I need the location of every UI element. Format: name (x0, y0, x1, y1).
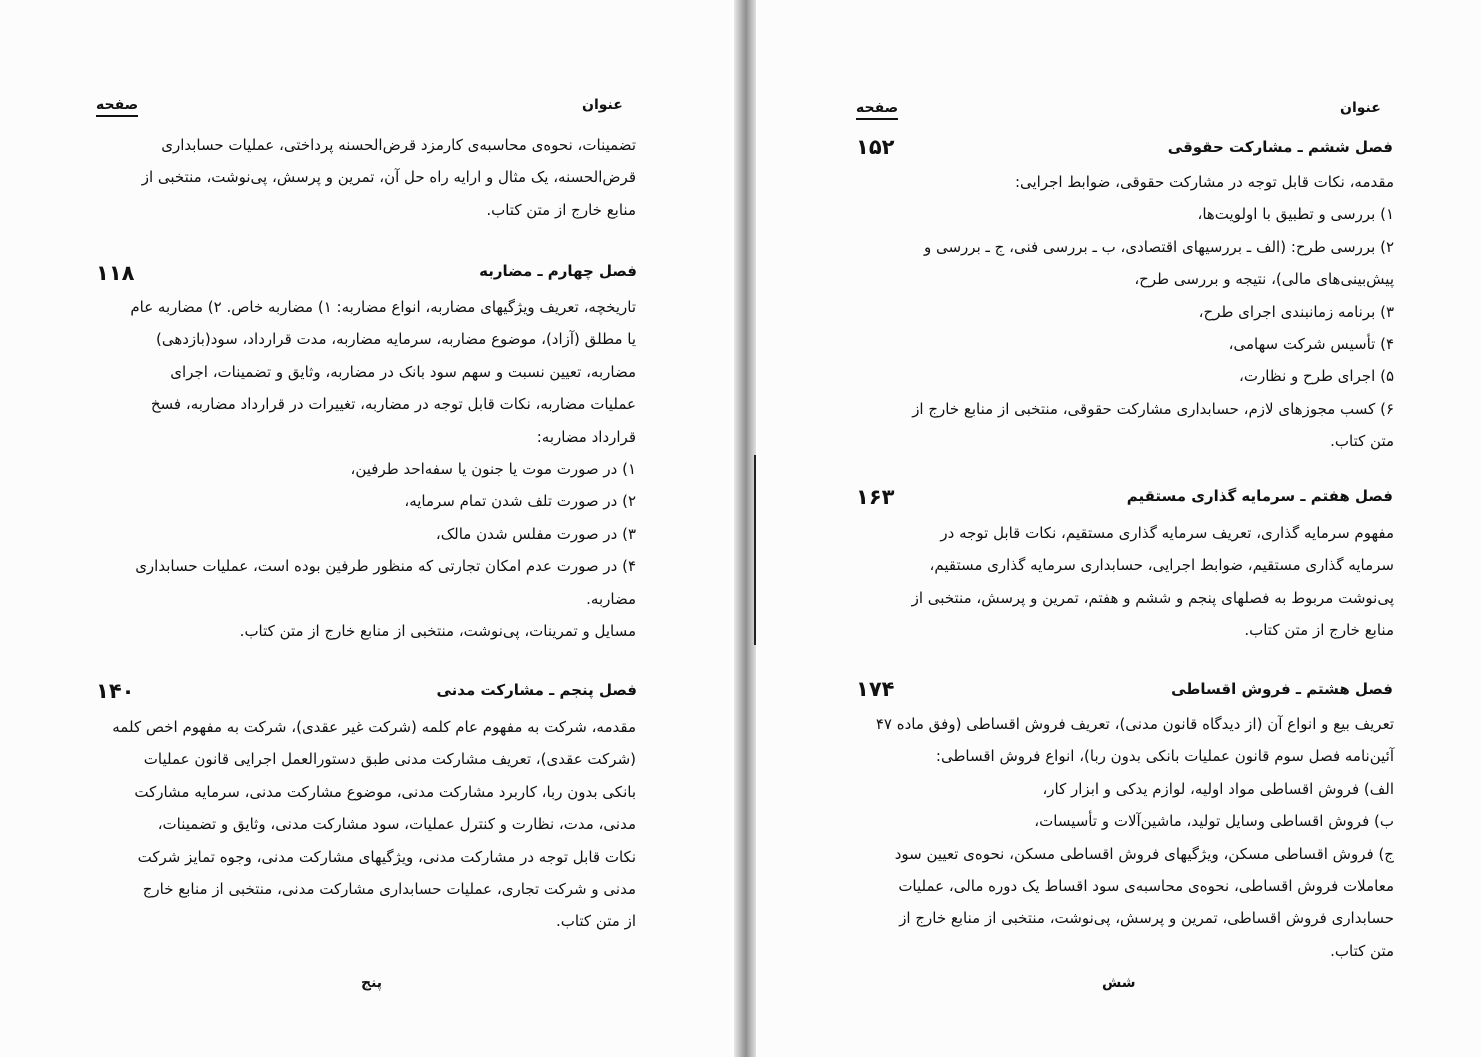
text-line: متن کتاب. (1330, 941, 1394, 960)
text-line: مسایل و تمرینات، پی‌نوشت، منتخبی از منابع خارج از متن کتاب. (239, 621, 636, 640)
text-line: حسابداری فروش اقساطی، تمرین و پرسش، پی‌نوشت، منتخبی از منابع خارج از (899, 909, 1394, 928)
chapter-5-description (112, 711, 636, 938)
text-line: ۱) بررسی و تطبیق با اولویت‌ها، (1197, 205, 1394, 224)
text-line: ۶) کسب مجوزهای لازم، حسابداری مشارکت حقوقی، منتخبی از منابع خارج از (912, 399, 1394, 418)
chapter-8-page: ۱۷۴ (856, 677, 895, 701)
left-page-number: پنج (361, 975, 383, 991)
text-line: ۳) برنامه زمانبندی اجرای طرح، (1198, 302, 1394, 321)
chapter-5-page: ۱۴۰ (96, 679, 135, 703)
text-line: متن کتاب. (1330, 432, 1394, 451)
chapter-6-page: ۱۵۲ (856, 135, 895, 159)
text-line: قرارداد مضاربه: (536, 427, 636, 446)
left-header-page: صفحه (96, 97, 138, 117)
text-line: الف) فروش اقساطی مواد اولیه، لوازم یدکی و ابزار کار، (1042, 779, 1394, 798)
text-line: مقدمه، شرکت به مفهوم عام کلمه (شرکت غیر عقدی)، شرکت به مفهوم اخص کلمه (112, 718, 636, 736)
chapter-4-title: فصل چهارم ـ مضاربه (479, 262, 637, 280)
text-line: از متن کتاب. (555, 912, 636, 931)
text-line: ۳) در صورت مفلس شدن مالک، (435, 524, 636, 543)
chapter-4-description (130, 291, 636, 647)
text-line: مقدمه، نکات قابل توجه در مشارکت حقوقی، ضوابط اجرایی: (1014, 173, 1394, 191)
text-line: نکات قابل توجه در مشارکت مدنی، ویژگیهای مشارکت مدنی، وجوه تمایز شرکت (137, 847, 636, 866)
text-line: ج) فروش اقساطی مسکن، ویژگیهای فروش اقساطی مسکن، نحوه‌ی تعیین سود (894, 844, 1394, 863)
text-line: تاریخچه، تعریف ویژگیهای مضاربه، انواع مضاربه: ۱) مضاربه خاص. ۲) مضاربه عام (130, 298, 636, 316)
text-line: معاملات فروش اقساطی، نحوه‌ی محاسبه‌ی سود اقساط یک دوره مالی، عملیات (898, 876, 1394, 895)
right-header-page: صفحه (856, 100, 898, 120)
text-line: مدنی و شرکت تجاری، عملیات حسابداری مشارکت مدنی، منتخبی از منابع خارج (142, 879, 636, 898)
chapter-7-title: فصل هفتم ـ سرمایه گذاری مستقیم (1126, 487, 1393, 505)
text-line: مدنی، مدت، نظارت و کنترل عملیات، سود مشارکت مدنی، وثایق و تضمینات، (157, 815, 636, 834)
chapter-6-title: فصل ششم ـ مشارکت حقوقی (1167, 138, 1393, 156)
chapter-8-description (875, 708, 1394, 967)
right-page-number: شش (1102, 975, 1136, 991)
text-line: یا مطلق (آزاد)، موضوع مضاربه، سرمایه مضاربه، مدت قرارداد، سود(بازدهی) (155, 330, 636, 349)
left-header-title: عنوان (582, 97, 623, 113)
text-line: ۲) بررسی طرح: (الف ـ بررسیهای اقتصادی، ب ـ بررسی فنی، ج ـ بررسی و (923, 237, 1394, 256)
text-line: (شرکت عقدی)، تعریف مشارکت مدنی طبق دستورالعمل اجرایی قانون عملیات (143, 750, 636, 769)
text-line: پی‌نوشت مربوط به فصلهای پنجم و ششم و هفتم، تمرین و پرسش، منتخبی از (911, 588, 1394, 607)
text-line: مضاربه. (586, 589, 636, 608)
chapter-4-page: ۱۱۸ (96, 261, 135, 285)
text-line: منابع خارج از متن کتاب. (486, 200, 636, 219)
text-line: ب) فروش اقساطی وسایل تولید، ماشین‌آلات و تأسیسات، (1034, 812, 1394, 831)
text-line: پیش‌بینی‌های مالی)، نتیجه و بررسی طرح، (1134, 270, 1394, 289)
text-line: ۱) در صورت موت یا جنون یا سفه‌احد طرفین، (350, 459, 636, 478)
left-page (0, 0, 736, 1057)
chapter-8-title: فصل هشتم ـ فروش اقساطی (1171, 680, 1393, 698)
text-line: عملیات مضاربه، نکات قابل توجه در مضاربه، تغییرات در قرارداد مضاربه، فسخ (150, 395, 636, 414)
text-line: ۴) در صورت عدم امکان تجارتی که منظور طرفین بوده است، عملیات حسابداری (135, 557, 636, 576)
text-line: قرض‌الحسنه، یک مثال و ارایه راه حل آن، تمرین و پرسش، پی‌نوشت، منتخبی از (141, 168, 636, 187)
chapter-6-description (912, 166, 1394, 458)
text-line: تضمینات، نحوه‌ی محاسبه‌ی کارمزد قرض‌الحسنه پرداختی، عملیات حسابداری (161, 136, 636, 154)
text-line: ۵) اجرای طرح و نظارت، (1238, 367, 1394, 386)
text-line: ۲) در صورت تلف شدن تمام سرمایه، (404, 492, 636, 511)
text-line: تعریف بیع و انواع آن (از دیدگاه قانون مدنی)، تعریف فروش اقساطی (وفق ماده ۴۷ (875, 715, 1394, 733)
right-page (756, 0, 1481, 1057)
text-line: منابع خارج از متن کتاب. (1244, 621, 1394, 640)
right-header-title: عنوان (1340, 100, 1381, 116)
left-intro-block (141, 129, 636, 226)
text-line: آئین‌نامه فصل سوم قانون عملیات بانکی بدون ربا)، انواع فروش اقساطی: (935, 747, 1394, 766)
text-line: ۴) تأسیس شرکت سهامی، (1228, 334, 1394, 353)
text-line: مضاربه، تعیین نسبت و سهم سود بانک در مضاربه، وثایق و تضمینات، اجرای (170, 362, 636, 381)
text-line: مفهوم سرمایه گذاری، تعریف سرمایه گذاری مستقیم، نکات قابل توجه در (940, 524, 1394, 542)
text-line: سرمایه گذاری مستقیم، ضوابط اجرایی، حسابداری سرمایه گذاری مستقیم، (929, 556, 1394, 575)
chapter-7-page: ۱۶۳ (856, 485, 895, 509)
text-line: بانکی بدون ربا، کاربرد مشارکت مدنی، موضوع مشارکت مدنی، سرمایه مشارکت (134, 782, 636, 801)
chapter-7-description (911, 517, 1394, 647)
chapter-5-title: فصل پنجم ـ مشارکت مدنی (436, 681, 637, 699)
